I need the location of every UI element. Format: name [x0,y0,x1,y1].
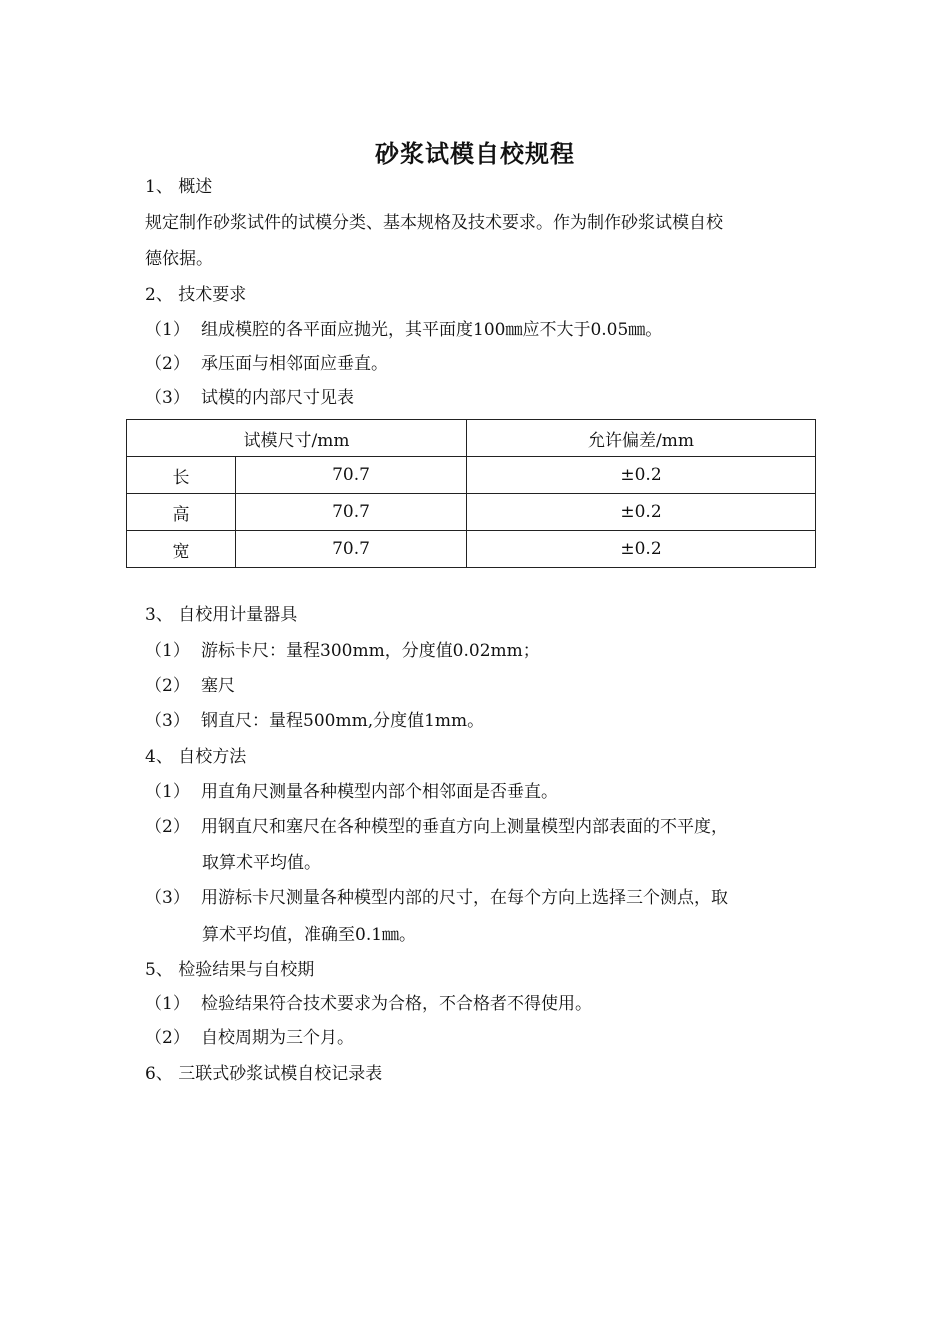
item-number: （2） [145,354,190,374]
value-cell: 70.7 [236,494,467,531]
dim-cell: 高 [127,494,236,531]
section-4-item-2-continuation: 取算术平均值。 [202,853,321,873]
item-number: （3） [145,388,190,408]
item-text: 钢直尺：量程500mm,分度值1mm。 [201,711,485,731]
item-number: （2） [145,1028,190,1048]
item-text: 用直角尺测量各种模型内部个相邻面是否垂直。 [201,782,558,802]
table-row [127,494,816,531]
item-text: 用游标卡尺测量各种模型内部的尺寸，在每个方向上选择三个测点，取 [201,888,728,908]
section-4-item-3 [145,886,728,910]
header-size: 试模尺寸/mm [127,420,467,457]
item-text: 检验结果符合技术要求为合格，不合格者不得使用。 [201,994,592,1014]
section-2-heading: 2、 技术要求 [145,285,247,305]
item-text: 试模的内部尺寸见表 [201,388,354,408]
section-5-heading: 5、 检验结果与自校期 [145,960,315,980]
item-number: （2） [145,817,190,837]
item-text: 自校周期为三个月。 [201,1028,354,1048]
section-3-item-2 [145,674,235,698]
dim-cell: 宽 [127,531,236,568]
item-number: （1） [145,320,190,340]
section-3-heading: 3、 自校用计量器具 [145,605,298,625]
tolerance-cell: ±0.2 [467,494,816,531]
section-4-item-1 [145,780,558,804]
section-4-heading: 4、 自校方法 [145,747,247,767]
item-text: 塞尺 [201,676,235,696]
tolerance-cell: ±0.2 [467,531,816,568]
item-text: 承压面与相邻面应垂直。 [201,354,388,374]
section-2-item-1 [145,318,662,342]
section-5-item-1 [145,992,592,1016]
section-1-paragraph-line-2: 德依据。 [145,249,213,269]
dimension-table [126,419,816,568]
section-2-item-2 [145,352,388,376]
header-tolerance: 允许偏差/mm [467,420,816,457]
tolerance-cell: ±0.2 [467,457,816,494]
value-cell: 70.7 [236,531,467,568]
table-row [127,531,816,568]
table-row [127,457,816,494]
dim-cell: 长 [127,457,236,494]
item-number: （3） [145,711,190,731]
section-4-item-3-continuation: 算术平均值，准确至0.1㎜。 [202,925,417,945]
section-2-item-3 [145,386,354,410]
section-3-item-3 [145,709,484,733]
value-cell: 70.7 [236,457,467,494]
section-3-item-1 [145,639,540,663]
section-1-paragraph-line-1: 规定制作砂浆试件的试模分类、基本规格及技术要求。作为制作砂浆试模自校 [145,213,723,233]
section-4-item-2 [145,815,728,839]
table-header-row [127,420,816,457]
section-1-heading: 1、 概述 [145,177,213,197]
item-text: 组成模腔的各平面应抛光，其平面度100㎜应不大于0.05㎜。 [201,320,663,340]
item-number: （1） [145,994,190,1014]
section-6-heading: 6、 三联式砂浆试模自校记录表 [145,1064,383,1084]
document-title: 砂浆试模自校规程 [375,140,575,168]
item-number: （1） [145,782,190,802]
section-5-item-2 [145,1026,354,1050]
item-number: （3） [145,888,190,908]
item-text: 游标卡尺：量程300mm，分度值0.02mm； [201,641,540,661]
item-number: （1） [145,641,190,661]
item-number: （2） [145,676,190,696]
item-text: 用钢直尺和塞尺在各种模型的垂直方向上测量模型内部表面的不平度， [201,817,728,837]
